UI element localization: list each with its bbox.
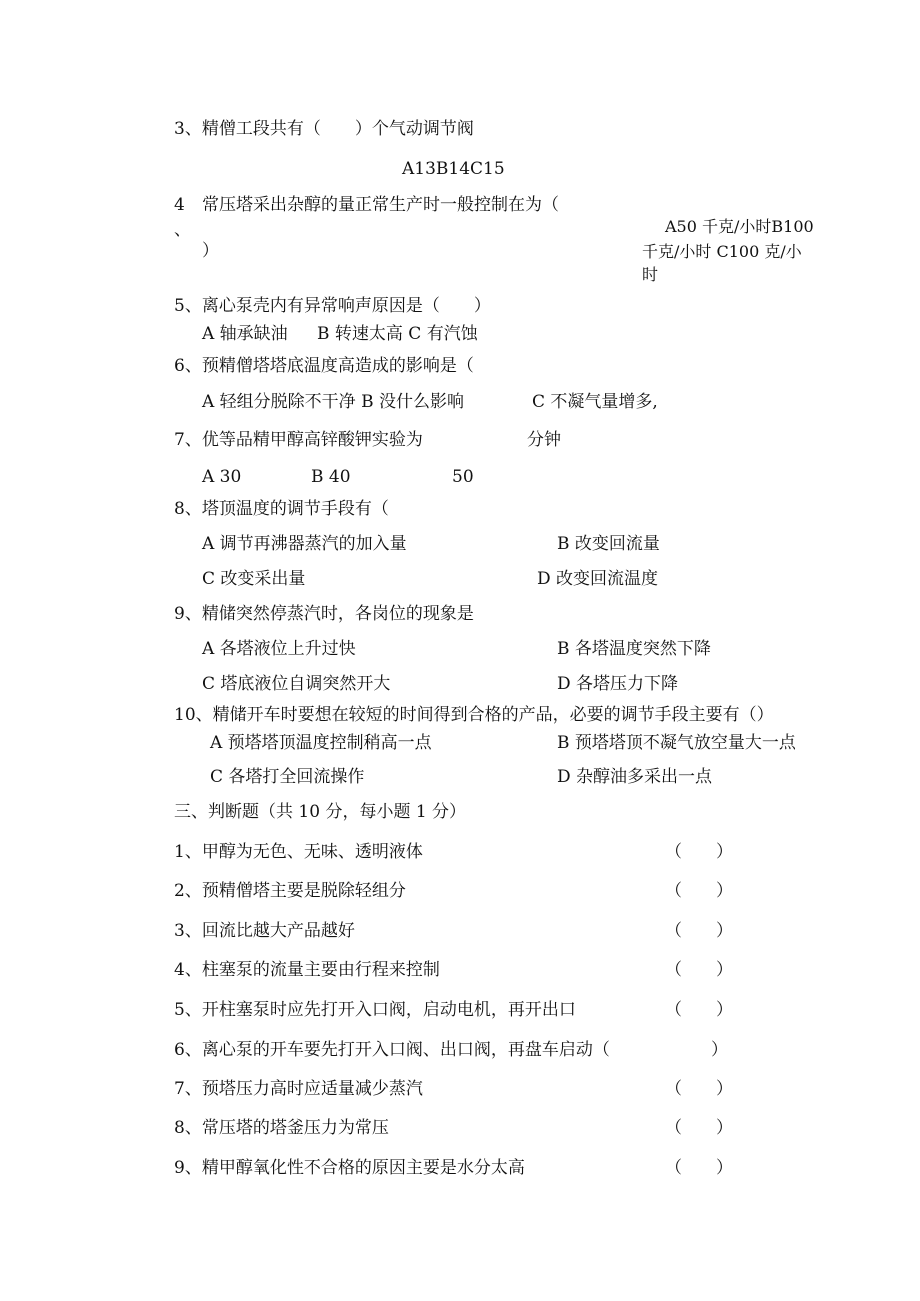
q8-option-b: B 改变回流量 — [557, 534, 660, 554]
q10-option-b: B 预塔塔顶不凝气放空量大一点 — [557, 733, 796, 753]
q4-option-line-1: A50 千克/小时B100 — [665, 217, 814, 236]
q7-option-b: B 40 — [311, 467, 351, 487]
tf-answer-paren: （ ） — [665, 921, 733, 941]
q6-option-ab: A 轻组分脱除不干净 B 没什么影响 — [202, 392, 464, 412]
tf-item-text: 9、精甲醇氧化性不合格的原因主要是水分太高 — [174, 1158, 525, 1178]
q9-option-c: C 塔底液位自调突然开大 — [202, 674, 391, 694]
q9-option-b: B 各塔温度突然下降 — [557, 639, 711, 659]
q10-option-a: A 预塔塔顶温度控制稍高一点 — [210, 733, 432, 753]
q9-stem: 9、精储突然停蒸汽时，各岗位的现象是 — [174, 604, 474, 624]
tf-answer-paren: （ ） — [665, 1158, 733, 1178]
tf-answer-paren: （ ） — [665, 1118, 733, 1138]
q3-stem: 3、精僧工段共有（ ）个气动调节阀 — [174, 119, 474, 139]
q6-stem: 6、预精僧塔塔底温度高造成的影响是（ — [174, 356, 474, 376]
tf-item-text: 1、甲醇为无色、无味、透明液体 — [174, 842, 423, 862]
tf-item-text: 5、开柱塞泵时应先打开入口阀，启动电机，再开出口 — [174, 1000, 576, 1020]
tf-answer-paren: （ ） — [665, 881, 733, 901]
q10-stem: 10、精储开车时要想在较短的时间得到合格的产品，必要的调节手段主要有（） — [174, 705, 774, 725]
q10-option-d: D 杂醇油多采出一点 — [557, 767, 713, 787]
q3-options: A13B14C15 — [402, 159, 505, 179]
q5-option-a: A 轴承缺油 — [202, 324, 288, 344]
q4-option-line-3: 时 — [642, 265, 659, 284]
tf-answer-paren: （ ） — [665, 960, 733, 980]
tf-answer-paren: （ ） — [665, 1079, 733, 1099]
q9-option-a: A 各塔液位上升过快 — [202, 639, 356, 659]
q8-option-a: A 调节再沸器蒸汽的加入量 — [202, 534, 407, 554]
tf-answer-paren: ） — [711, 1040, 728, 1060]
q4-stem: 常压塔采出杂醇的量正常生产时一般控制在为（ — [202, 195, 559, 215]
q9-option-d: D 各塔压力下降 — [557, 674, 679, 694]
tf-item-text: 7、预塔压力高时应适量减少蒸汽 — [174, 1079, 423, 1099]
tf-answer-paren: （ ） — [665, 842, 733, 862]
q5-option-bc: B 转速太高 C 有汽蚀 — [317, 324, 478, 344]
section-heading: 三、判断题（共 10 分，每小题 1 分） — [174, 802, 467, 822]
q5-stem: 5、离心泵壳内有异常响声原因是（ ） — [174, 296, 491, 316]
q10-option-c: C 各塔打全回流操作 — [210, 767, 365, 787]
q7-stem: 7、优等品精甲醇高锌酸钾实验为 — [174, 430, 423, 450]
q6-option-c: C 不凝气量增多, — [532, 392, 658, 412]
q4-number: 4 — [174, 195, 185, 215]
q7-option-a: A 30 — [202, 467, 242, 487]
tf-item-text: 2、预精僧塔主要是脱除轻组分 — [174, 881, 406, 901]
q7-unit: 分钟 — [527, 430, 561, 450]
q7-option-c: 50 — [452, 467, 474, 487]
q8-stem: 8、塔顶温度的调节手段有（ — [174, 499, 389, 519]
q8-option-c: C 改变采出量 — [202, 569, 306, 589]
q4-dunhao: 、 — [174, 220, 191, 240]
tf-item-text: 8、常压塔的塔釜压力为常压 — [174, 1118, 389, 1138]
tf-item-text: 4、柱塞泵的流量主要由行程来控制 — [174, 960, 440, 980]
tf-item-text: 3、回流比越大产品越好 — [174, 921, 355, 941]
q4-close-paren: ） — [202, 241, 219, 261]
tf-answer-paren: （ ） — [665, 1000, 733, 1020]
q4-option-line-2: 千克/小时 C100 克/小 — [642, 242, 802, 261]
tf-item-text: 6、离心泵的开车要先打开入口阀、出口阀，再盘车启动（ — [174, 1040, 610, 1060]
q8-option-d: D 改变回流温度 — [537, 569, 659, 589]
